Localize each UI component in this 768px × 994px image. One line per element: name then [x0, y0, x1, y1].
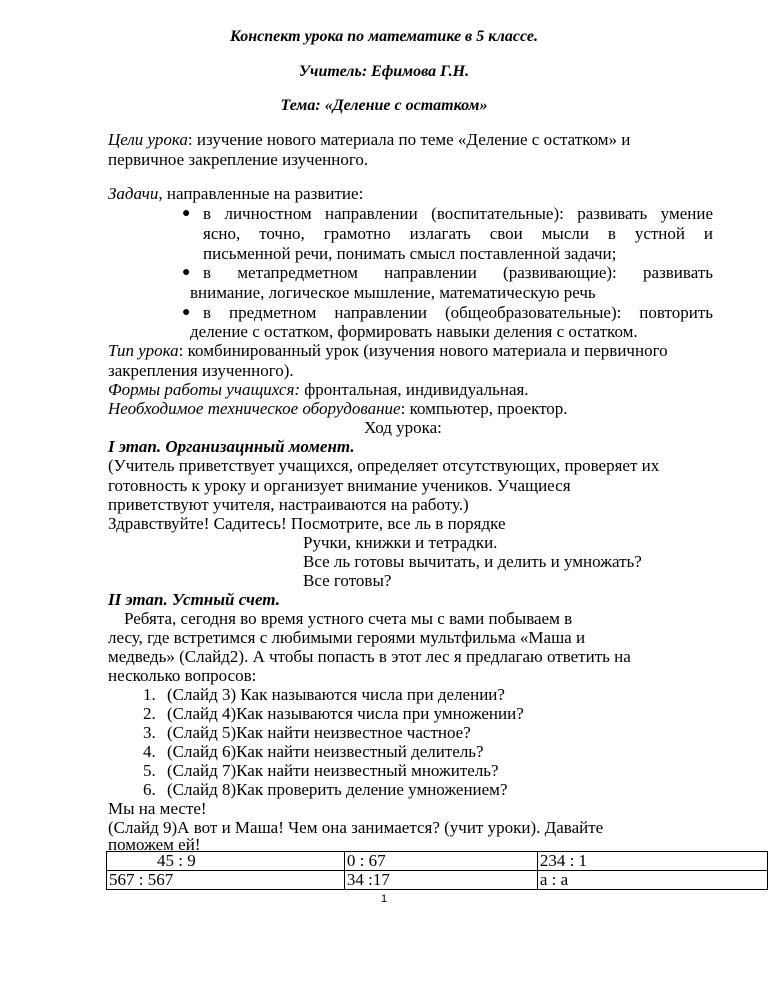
task-1-line-3: письменной речи, понимать смысл поставленной задачи;	[203, 244, 617, 263]
greeting-line: Здравствуйте! Садитесь! Посмотрите, все ль в порядке	[108, 514, 506, 533]
work-forms-line	[108, 380, 529, 400]
stage-2-heading: II этап. Устный счет.	[108, 590, 280, 609]
masha-line-1: (Слайд 9)А вот и Маша! Чем она занимается? (учит уроки). Давайте	[108, 818, 604, 837]
stage-2-para-line-2: лесу, где встретимся с любимыми героями мультфильма «Маша и	[108, 628, 586, 647]
poem-line-3: Все готовы?	[303, 571, 392, 590]
question-number: 6.	[143, 780, 156, 799]
task-3-line-1: в предметном направлении (общеобразовательные): повторить	[203, 303, 713, 322]
stage-2-para-line-1: Ребята, сегодня во время устного счета мы с вами побываем в	[124, 609, 573, 628]
teacher-line: Учитель: Ефимова Г.Н.	[298, 63, 470, 80]
table-cell: 234 : 1	[537, 852, 767, 871]
tasks-intro	[108, 184, 363, 204]
bullet-icon: ●	[182, 206, 191, 221]
goals-text-1: : изучение нового материала по теме «Деление с остатком» и	[187, 130, 631, 149]
stage-1-line-1: (Учитель приветствует учащихся, определяет отсутствующих, проверяет их	[108, 456, 660, 475]
question-number: 4.	[143, 742, 156, 761]
work-forms-label: Формы работы учащихся:	[108, 380, 301, 399]
stage-2-para-line-4: несколько вопросов:	[108, 666, 257, 685]
question-item: (Слайд 4)Как называются числа при умножении?	[167, 704, 524, 723]
table-row	[107, 871, 768, 890]
equipment-label: Необходимое техническое оборудование	[108, 399, 401, 418]
question-number: 1.	[143, 685, 156, 704]
work-forms-text: фронтальная, индивидуальная.	[300, 380, 529, 399]
question-item: (Слайд 6)Как найти неизвестный делитель?	[167, 742, 484, 761]
table-cell: 567 : 567	[107, 871, 345, 890]
task-2-line-2: внимание, логическое мышление, математическую речь	[190, 283, 596, 302]
tasks-label: Задачи	[108, 184, 159, 203]
stage-1-line-2: готовность к уроку и организует внимание учеников. Учащиеся	[108, 476, 571, 495]
task-1-line-1: в личностном направлении (воспитательные): развивать умение	[203, 204, 713, 223]
masha-line-2: поможем ей!	[108, 835, 201, 854]
stage-2-para-line-3: медведь» (Слайд2). А чтобы попасть в этот лес я предлагаю ответить на	[108, 647, 631, 666]
stage-1-line-3: приветствуют учителя, настраиваются на работу.)	[108, 495, 469, 514]
topic-line: Тема: «Деление с остатком»	[280, 97, 488, 114]
lesson-type-line-2: закрепления изученного).	[108, 361, 294, 380]
bullet-icon: ●	[182, 265, 191, 280]
task-3-line-2: деление с остатком, формировать навыки деления с остатком.	[190, 322, 638, 341]
lesson-type-line-1	[108, 341, 668, 361]
lesson-type-text: : комбинированный урок (изучения нового материала и первичного	[178, 341, 668, 360]
stage-1-heading: I этап. Организацнный момент.	[108, 437, 355, 456]
question-item: (Слайд 7)Как найти неизвестный множитель?	[167, 761, 499, 780]
exercise-table	[106, 851, 768, 890]
goals-line-2: первичное закрепление изученного.	[108, 150, 369, 169]
tasks-intro-text: , направленные на развитие:	[158, 184, 364, 203]
table-cell: 45 : 9	[107, 852, 345, 871]
question-number: 5.	[143, 761, 156, 780]
poem-line-1: Ручки, книжки и тетрадки.	[303, 533, 498, 552]
equipment-line	[108, 399, 568, 419]
table-cell: 0 : 67	[344, 852, 537, 871]
table-cell: а : а	[537, 871, 767, 890]
question-item: (Слайд 3) Как называются числа при делении?	[167, 685, 505, 704]
question-number: 2.	[143, 704, 156, 723]
task-2-line-1: в метапредметном направлении (развивающие): развивать	[203, 263, 713, 282]
question-item: (Слайд 5)Как найти неизвестное частное?	[167, 723, 471, 742]
poem-line-2: Все ль готовы вычитать, и делить и умножать?	[303, 552, 642, 571]
document-title: Конспект урока по математике в 5 классе.	[230, 28, 538, 45]
bullet-icon: ●	[182, 305, 191, 320]
page-number: 1	[380, 893, 388, 905]
goals-label: Цели урока	[108, 130, 188, 149]
course-heading: Ход урока:	[364, 418, 442, 437]
equipment-text: : компьютер, проектор.	[400, 399, 568, 418]
table-cell: 34 :17	[344, 871, 537, 890]
task-1-line-2: ясно, точно, грамотно излагать свои мысли в устной и	[203, 224, 713, 243]
question-number: 3.	[143, 723, 156, 742]
lesson-type-label: Тип урока	[108, 341, 179, 360]
table-row	[107, 852, 768, 871]
question-item: (Слайд 8)Как проверить деление умножением?	[167, 780, 508, 799]
arrived-line: Мы на месте!	[108, 799, 207, 818]
goals-line-1	[108, 130, 630, 150]
